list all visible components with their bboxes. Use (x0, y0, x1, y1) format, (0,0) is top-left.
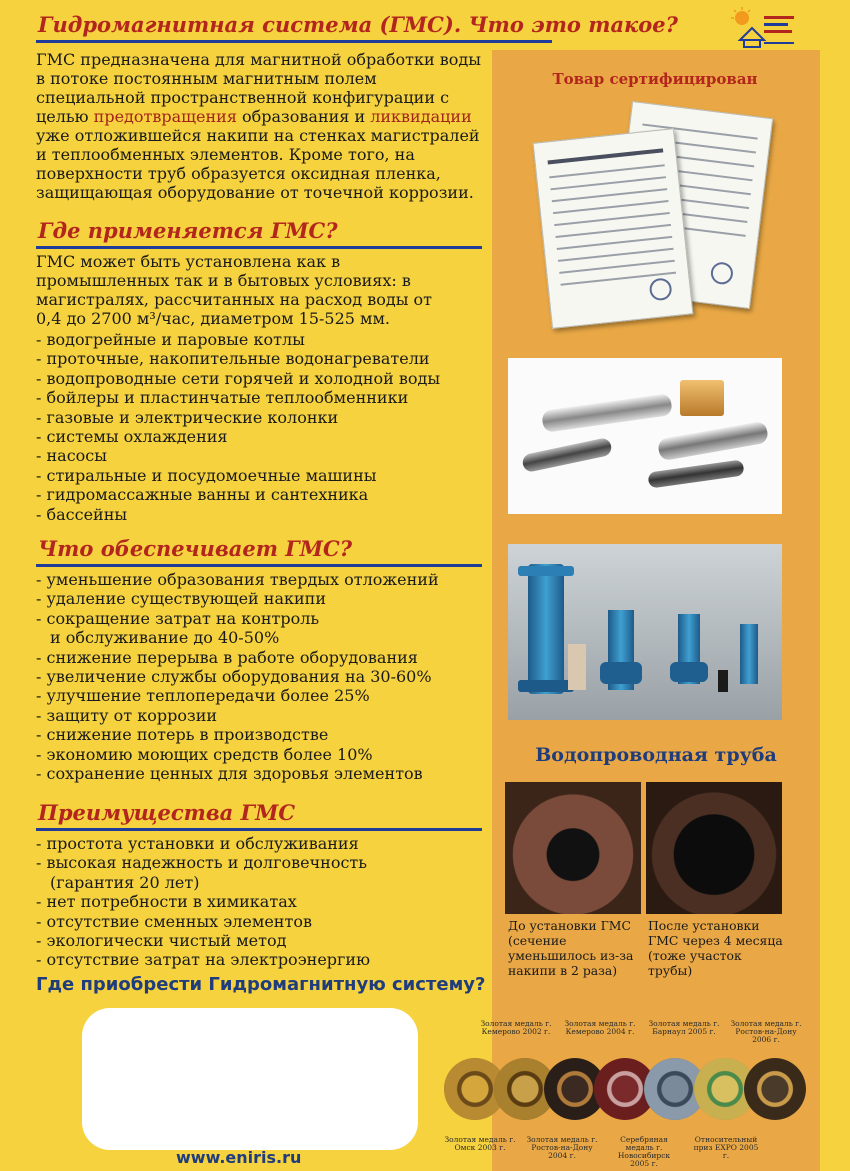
list-item: - насосы (36, 446, 107, 466)
gold-medal-icon (744, 1058, 806, 1120)
list-item: - водопроводные сети горячей и холодной воды (36, 368, 441, 388)
heading-what-is-text: Гидромагнитная система (ГМС). Что это такое? (38, 12, 678, 37)
advantages-list (36, 834, 370, 970)
pipe-after-caption: После установки ГМС через 4 месяца (тоже участок трубы) (648, 918, 783, 978)
list-item: - стиральные и посудомоечные машины (36, 465, 377, 485)
list-item: - системы охлаждения (36, 427, 228, 447)
heading-advantages (36, 794, 482, 831)
heading-where-used (36, 212, 482, 249)
pipe-after-photo (646, 782, 782, 914)
intro-paragraph (36, 50, 482, 202)
medal-caption-top-3: Золотая медаль г. Барнаул 2005 г. (648, 1019, 720, 1036)
list-item: - нет потребности в химикатах (36, 892, 297, 912)
list-item: - уменьшение образования твердых отложений (36, 570, 439, 589)
medal-caption-bottom-1: Золотая медаль г. Омск 2003 г. (444, 1135, 516, 1152)
provides-list (36, 570, 439, 783)
certificate-doc-front (533, 128, 694, 329)
medal-caption-top-2: Золотая медаль г. Кемерово 2004 г. (564, 1019, 636, 1036)
list-item: - высокая надежность и долговечность (36, 853, 367, 873)
list-item: - бойлеры и пластинчатые теплообменники (36, 388, 409, 408)
medal-caption-top-4: Золотая медаль г. Ростов-на-Дону 2006 г. (730, 1019, 802, 1044)
pipe-before-caption: До установки ГМС (сечение уменьшилось из-за накипи в 2 раза) (508, 918, 634, 978)
list-item: - увеличение службы оборудования на 30-60% (36, 667, 432, 687)
product-photo-cylinders (508, 358, 782, 514)
heading-what-is (36, 6, 678, 43)
list-item: - улучшение теплопередачи более 25% (36, 686, 370, 706)
list-item: - бассейны (36, 504, 128, 524)
certified-title: Товар сертифицирован (552, 70, 758, 88)
heading-advantages-text: Преимущества ГМС (38, 800, 296, 825)
list-item: (гарантия 20 лет) (50, 872, 200, 892)
medal-caption-bottom-3: Серебряная медаль г. Новосибирск 2005 г. (617, 1135, 671, 1168)
list-item: - экономию моющих средств более 10% (36, 744, 373, 764)
intro-text-2: образования и (236, 107, 371, 126)
product-photo-flanges (508, 544, 782, 720)
list-item: - сохранение ценных для здоровья элементов (36, 764, 423, 784)
intro-highlight-prevent: предотвращения (93, 107, 237, 126)
list-item: - отсутствие сменных элементов (36, 911, 312, 931)
heading-where-used-text: Где применяется ГМС? (38, 218, 338, 243)
list-item: - отсутствие затрат на электроэнергию (36, 950, 370, 970)
list-item: - простота установки и обслуживания (36, 834, 359, 853)
list-item: - водогрейные и паровые котлы (36, 330, 305, 349)
heading-provides (36, 530, 482, 567)
intro-text-3: уже отложившейся накипи на стенках магистралей и теплообменных элементов. Кроме того, на поверхности труб образуется оксидная пленка, защищающая оборудование от точечной коррозии. (36, 126, 480, 202)
list-item: - снижение перерыва в работе оборудования (36, 647, 418, 667)
list-item: - проточные, накопительные водонагреватели (36, 349, 430, 369)
medal-caption-top-1: Золотая медаль г. Кемерово 2002 г. (480, 1019, 552, 1036)
heading-provides-text: Что обеспечивает ГМС? (38, 536, 352, 561)
certificates-image (530, 95, 780, 330)
list-item: - газовые и электрические колонки (36, 407, 339, 427)
list-item: - экологически чистый метод (36, 931, 287, 951)
where-buy-title: Где приобрести Гидромагнитную систему? (36, 974, 486, 995)
list-item: - защиту от коррозии (36, 705, 218, 725)
medal-caption-bottom-2: Золотая медаль г. Ростов-на-Дону 2004 г. (526, 1135, 598, 1160)
pipe-before-photo (505, 782, 641, 914)
list-item: - снижение потерь в производстве (36, 725, 329, 745)
usage-list (36, 330, 440, 524)
list-item: - удаление существующей накипи (36, 589, 326, 609)
company-logo-icon (728, 6, 800, 50)
usage-intro: ГМС может быть установлена как в промышленных так и в бытовых условиях: в магистралях, рассчитанных на расход воды от 0,4 до 2700 м³/час, диаметром 15-525 мм. (36, 252, 433, 328)
list-item: и обслуживание до 40-50% (50, 628, 280, 648)
pipe-title: Водопроводная труба (535, 744, 777, 766)
list-item: - гидромассажные ванны и сантехника (36, 485, 369, 505)
contact-white-box (82, 1008, 418, 1150)
intro-highlight-liquidate: ликвидации (370, 107, 472, 126)
list-item: - сокращение затрат на контроль (36, 608, 320, 628)
website-link[interactable]: www.eniris.ru (176, 1148, 302, 1167)
intro-text-1: ГМС предназначена для магнитной обработки воды в потоке постоянным магнитным полем специальной пространственной конфигурации с целью (36, 50, 481, 126)
medal-caption-bottom-4: Относительный приз EXPO 2005 г. (693, 1135, 759, 1160)
